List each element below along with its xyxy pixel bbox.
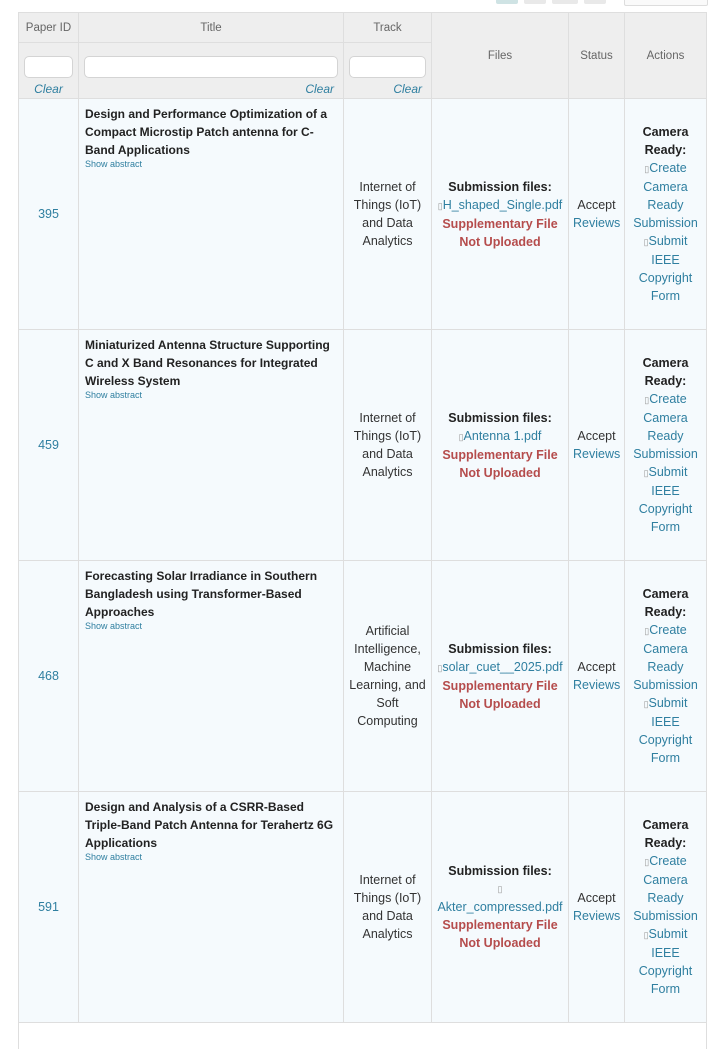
reviews-link[interactable]: Reviews	[573, 214, 620, 232]
file-name[interactable]: Antenna 1.pdf	[464, 429, 542, 443]
submit-copyright-link[interactable]	[629, 232, 702, 305]
files-cell	[432, 561, 569, 792]
files-cell	[432, 330, 569, 561]
create-camera-ready-text[interactable]: Create Camera Ready Submission	[633, 854, 698, 923]
filter-cell-title	[79, 43, 344, 99]
create-camera-ready-link[interactable]	[629, 390, 702, 463]
reviews-link[interactable]: Reviews	[573, 445, 620, 463]
actions-cell	[625, 561, 707, 792]
title-cell	[79, 792, 344, 1023]
file-icon: ▯	[437, 663, 442, 673]
paper-id-link[interactable]: 395	[38, 207, 59, 221]
paper-id-cell	[19, 330, 79, 561]
upload-icon: ▯	[644, 699, 649, 709]
reviews-link[interactable]: Reviews	[573, 907, 620, 925]
plus-icon: ▯	[644, 857, 649, 867]
paper-id-cell	[19, 561, 79, 792]
header-actions: Actions	[625, 13, 707, 99]
pagination-page[interactable]	[524, 0, 546, 4]
title-cell	[79, 99, 344, 330]
create-camera-ready-text[interactable]: Create Camera Ready Submission	[633, 392, 698, 461]
track-clear-link[interactable]: Clear	[349, 82, 426, 96]
plus-icon: ▯	[644, 395, 649, 405]
submission-files-label: Submission files:	[436, 409, 564, 427]
header-files: Files	[432, 13, 569, 99]
supplementary-file-status: Supplementary File Not Uploaded	[436, 916, 564, 952]
actions-cell	[625, 792, 707, 1023]
title-filter-input[interactable]	[84, 56, 338, 78]
header-paper-id[interactable]: Paper ID	[19, 13, 79, 43]
file-icon: ▯	[459, 432, 464, 442]
paper-title: Design and Performance Optimization of a Compact Microstip Patch antenna for C-Band Applications	[85, 105, 335, 159]
header-track[interactable]: Track	[344, 13, 432, 43]
actions-cell	[625, 330, 707, 561]
file-icon: ▯	[436, 880, 564, 898]
track-cell	[344, 792, 432, 1023]
submit-copyright-text[interactable]: Submit IEEE Copyright Form	[639, 927, 693, 996]
file-name[interactable]: solar_cuet__2025.pdf	[442, 660, 562, 674]
table-search-input[interactable]	[624, 0, 708, 6]
filter-cell-paper-id	[19, 43, 79, 99]
supplementary-file-status: Supplementary File Not Uploaded	[436, 215, 564, 251]
camera-ready-label: Camera Ready:	[629, 816, 702, 852]
paper-id-link[interactable]: 591	[38, 900, 59, 914]
table-row	[19, 561, 707, 792]
file-icon: ▯	[438, 201, 443, 211]
submit-copyright-text[interactable]: Submit IEEE Copyright Form	[639, 234, 693, 303]
reviews-link[interactable]: Reviews	[573, 676, 620, 694]
paper-title: Forecasting Solar Irradiance in Southern Bangladesh using Transformer-Based Approaches	[85, 567, 335, 621]
submit-copyright-link[interactable]	[629, 463, 702, 536]
paper-title: Miniaturized Antenna Structure Supporting C and X Band Resonances for Integrated Wireless System	[85, 336, 335, 390]
track-label: Internet of Things (IoT) and Data Analytics	[354, 180, 421, 248]
track-cell	[344, 99, 432, 330]
status-cell	[569, 330, 625, 561]
paper-id-cell	[19, 792, 79, 1023]
camera-ready-label: Camera Ready:	[629, 585, 702, 621]
track-label: Internet of Things (IoT) and Data Analytics	[354, 411, 421, 479]
title-cell	[79, 561, 344, 792]
status-badge: Accept	[573, 658, 620, 676]
submission-file-link[interactable]	[436, 196, 564, 215]
track-filter-input[interactable]	[349, 56, 426, 78]
submit-copyright-text[interactable]: Submit IEEE Copyright Form	[639, 465, 693, 534]
table-row	[19, 99, 707, 330]
track-cell	[344, 561, 432, 792]
paper-id-link[interactable]: 468	[38, 669, 59, 683]
submission-files-label: Submission files:	[436, 640, 564, 658]
file-name[interactable]: H_shaped_Single.pdf	[443, 198, 563, 212]
plus-icon: ▯	[644, 164, 649, 174]
show-abstract-link[interactable]: Show abstract	[85, 159, 335, 170]
track-label: Artificial Intelligence, Machine Learning, and Soft Computing	[349, 624, 425, 728]
show-abstract-link[interactable]: Show abstract	[85, 390, 335, 401]
upload-icon: ▯	[644, 930, 649, 940]
submission-file-link[interactable]	[436, 658, 564, 677]
upload-icon: ▯	[644, 468, 649, 478]
papers-table	[18, 12, 707, 1049]
create-camera-ready-text[interactable]: Create Camera Ready Submission	[633, 623, 698, 692]
table-row	[19, 330, 707, 561]
actions-cell	[625, 99, 707, 330]
status-cell	[569, 99, 625, 330]
table-footer	[19, 1023, 707, 1049]
status-cell	[569, 792, 625, 1023]
create-camera-ready-link[interactable]	[629, 159, 702, 232]
paper-title: Design and Analysis of a CSRR-Based Triple-Band Patch Antenna for Terahertz 6G Applications	[85, 798, 335, 852]
pagination-active-page[interactable]	[496, 0, 518, 4]
submit-copyright-link[interactable]	[629, 694, 702, 767]
title-cell	[79, 330, 344, 561]
create-camera-ready-text[interactable]: Create Camera Ready Submission	[633, 161, 698, 230]
header-status[interactable]: Status	[569, 13, 625, 99]
create-camera-ready-link[interactable]	[629, 852, 702, 925]
submission-file-link[interactable]: Akter_compressed.pdf	[436, 898, 564, 916]
submit-copyright-link[interactable]	[629, 925, 702, 998]
submission-file-link[interactable]	[436, 427, 564, 446]
show-abstract-link[interactable]: Show abstract	[85, 852, 335, 863]
paper-id-cell	[19, 99, 79, 330]
filter-cell-track	[344, 43, 432, 99]
paper-id-filter-input[interactable]	[24, 56, 73, 78]
status-cell	[569, 561, 625, 792]
supplementary-file-status: Supplementary File Not Uploaded	[436, 446, 564, 482]
pagination-strip	[0, 0, 724, 12]
create-camera-ready-link[interactable]	[629, 621, 702, 694]
files-cell	[432, 99, 569, 330]
status-badge: Accept	[573, 196, 620, 214]
submit-copyright-text[interactable]: Submit IEEE Copyright Form	[639, 696, 693, 765]
plus-icon: ▯	[644, 626, 649, 636]
pagination-page[interactable]	[584, 0, 606, 4]
pagination-page[interactable]	[552, 0, 578, 4]
show-abstract-link[interactable]: Show abstract	[85, 621, 335, 632]
track-cell	[344, 330, 432, 561]
upload-icon: ▯	[644, 237, 649, 247]
files-cell	[432, 792, 569, 1023]
table-row	[19, 792, 707, 1023]
paper-id-clear-link[interactable]: Clear	[24, 82, 73, 96]
track-label: Internet of Things (IoT) and Data Analytics	[354, 873, 421, 941]
status-badge: Accept	[573, 889, 620, 907]
camera-ready-label: Camera Ready:	[629, 123, 702, 159]
paper-id-link[interactable]: 459	[38, 438, 59, 452]
table-footer-row	[19, 1023, 707, 1049]
submission-files-label: Submission files:	[436, 862, 564, 880]
title-clear-link[interactable]: Clear	[84, 82, 338, 96]
supplementary-file-status: Supplementary File Not Uploaded	[436, 677, 564, 713]
status-badge: Accept	[573, 427, 620, 445]
submission-files-label: Submission files:	[436, 178, 564, 196]
header-title[interactable]: Title	[79, 13, 344, 43]
camera-ready-label: Camera Ready:	[629, 354, 702, 390]
